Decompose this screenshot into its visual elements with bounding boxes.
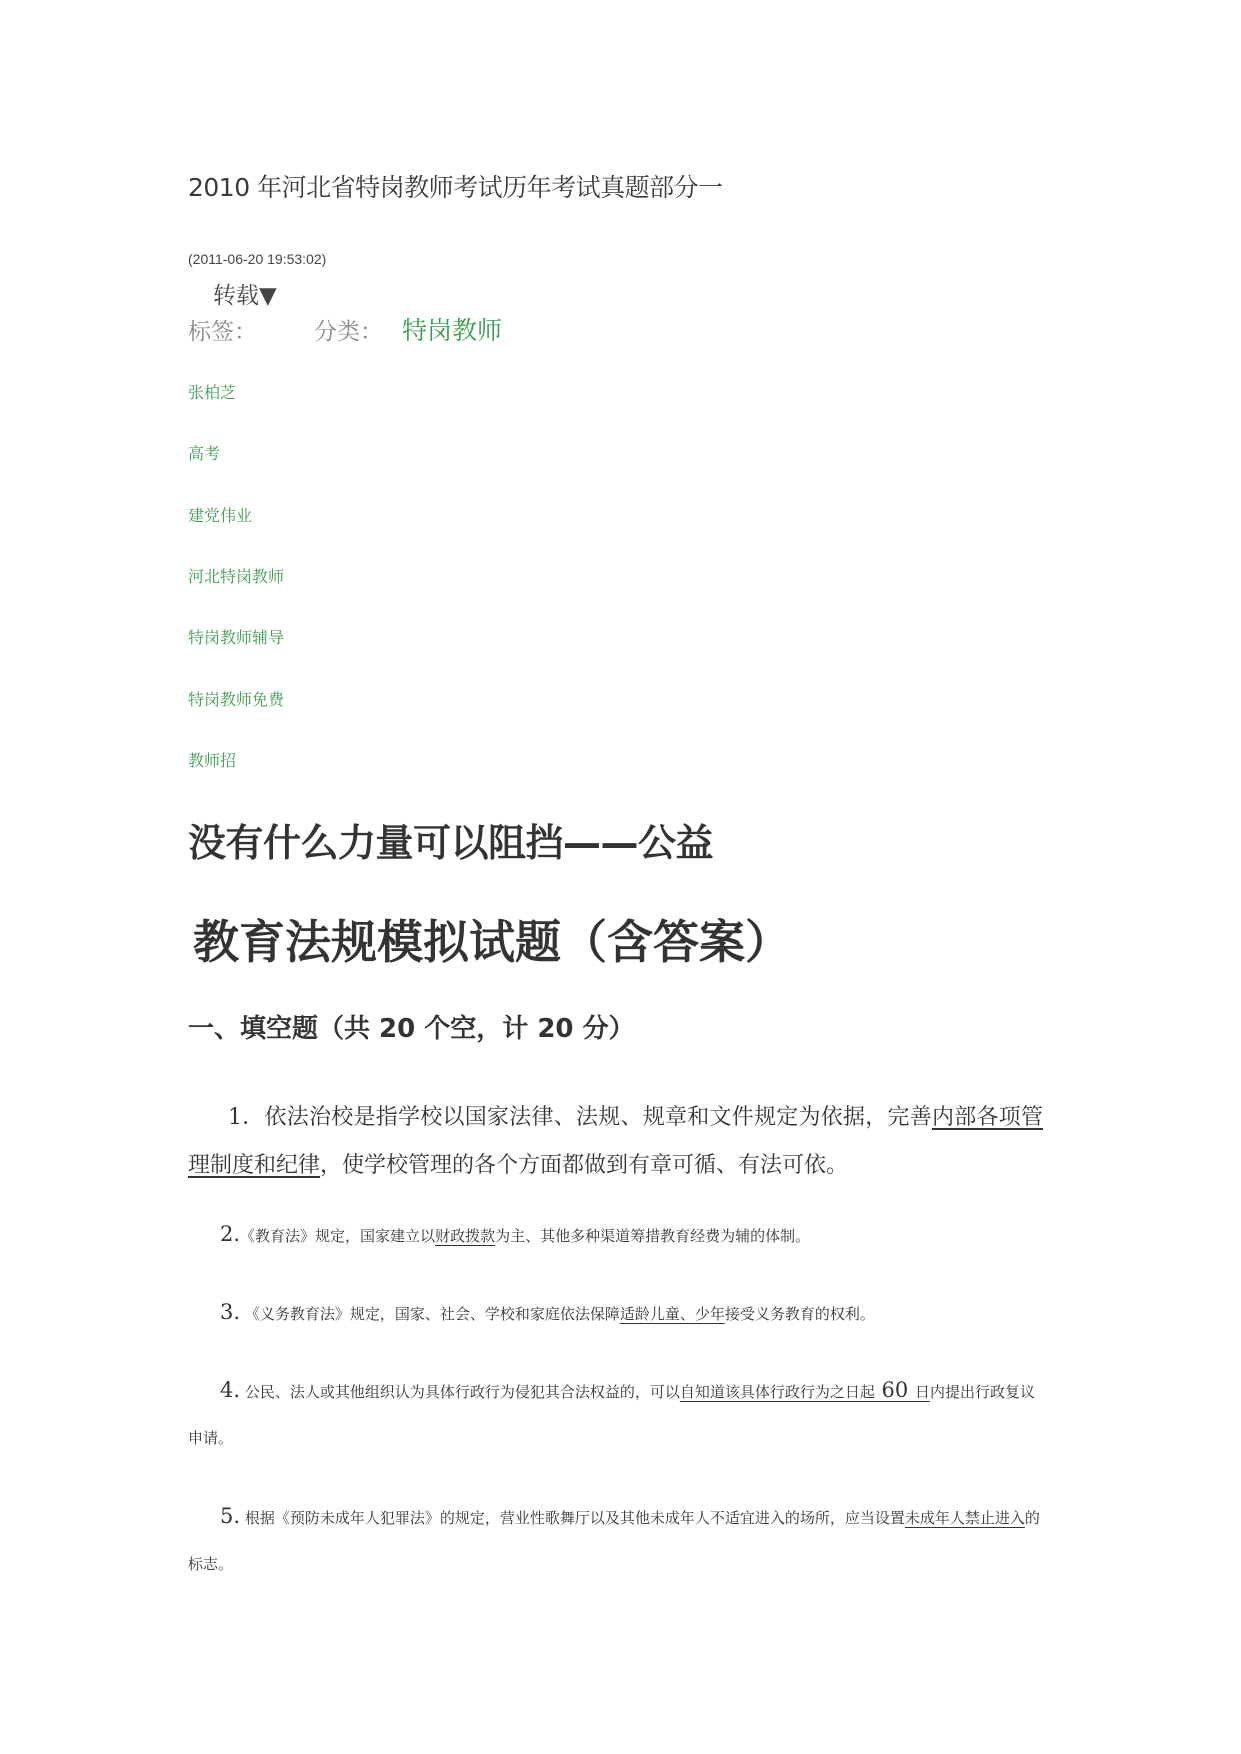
question-text: 公民、法人或其他组织认为具体行政行为侵犯其合法权益的，可以 (240, 1383, 680, 1401)
post-timestamp: (2011-06-20 19:53:02) (188, 251, 327, 267)
question-text: ，使学校管理的各个方面都做到有章可循、有法可依。 (320, 1153, 849, 1178)
answer-text: 日 (914, 1383, 930, 1401)
question-text: 接受义务教育的权利。 (724, 1305, 875, 1323)
answer-days: 60 (874, 1378, 915, 1402)
repost-dropdown[interactable]: 转载▼ (213, 283, 277, 309)
question-number: 3. (220, 1300, 241, 1324)
tag-link[interactable]: 教师招 (188, 751, 237, 770)
tag-link[interactable]: 张柏芝 (188, 383, 237, 402)
tag-link[interactable]: 河北特岗教师 (188, 567, 285, 586)
article-headline: 没有什么力量可以阻挡——公益 (188, 821, 714, 865)
tag-link[interactable]: 高考 (188, 444, 221, 463)
question-text: 内提出行政复议申请。 (188, 1383, 1035, 1447)
question-3 (188, 1289, 1043, 1337)
tags-label: 标签： (188, 319, 257, 345)
category-label: 分类： (314, 319, 383, 345)
answer-underlined (679, 1378, 930, 1402)
answer-text: 自知道该具体行政行为之日起 (679, 1383, 875, 1401)
question-text: 《教育法》规定，国家建立以 (240, 1227, 436, 1245)
question-text: 为主、其他多种渠道筹措教育经费为辅的体制。 (495, 1227, 811, 1245)
question-4 (188, 1367, 1043, 1461)
answer-underlined: 内部各项管理制度和纪律 (188, 1105, 1043, 1178)
page-title: 2010 年河北省特岗教师考试历年考试真题部分一 (188, 173, 723, 202)
question-text: 根据《预防未成年人犯罪法》的规定，营业性歌舞厅以及其他未成年人不适宜进入的场所，应当设置 (240, 1509, 905, 1527)
section-heading: 一、填空题（共 20 个空，计 20 分） (188, 1014, 635, 1044)
tag-link[interactable]: 特岗教师免费 (188, 690, 285, 709)
document-title: 教育法规模拟试题（含答案） (193, 915, 791, 969)
answer-underlined: 财政拨款 (435, 1227, 496, 1245)
category-link[interactable]: 特岗教师 (402, 316, 503, 345)
question-number: 2. (220, 1222, 241, 1246)
question-5 (188, 1493, 1043, 1587)
tag-link[interactable]: 建党伟业 (188, 506, 253, 525)
question-2 (188, 1211, 1043, 1259)
question-number: 5. (220, 1504, 241, 1528)
question-number: 4. (220, 1378, 241, 1402)
question-1 (188, 1094, 1043, 1190)
tag-link[interactable]: 特岗教师辅导 (188, 628, 285, 647)
question-text: 的标志。 (188, 1509, 1040, 1573)
answer-underlined: 未成年人禁止进入 (904, 1509, 1025, 1527)
answer-underlined: 适龄儿童、少年 (619, 1305, 725, 1323)
question-text: 1．依法治校是指学校以国家法律、法规、规章和文件规定为依据，完善 (228, 1105, 932, 1130)
question-text: 《义务教育法》规定，国家、社会、学校和家庭依法保障 (240, 1305, 620, 1323)
